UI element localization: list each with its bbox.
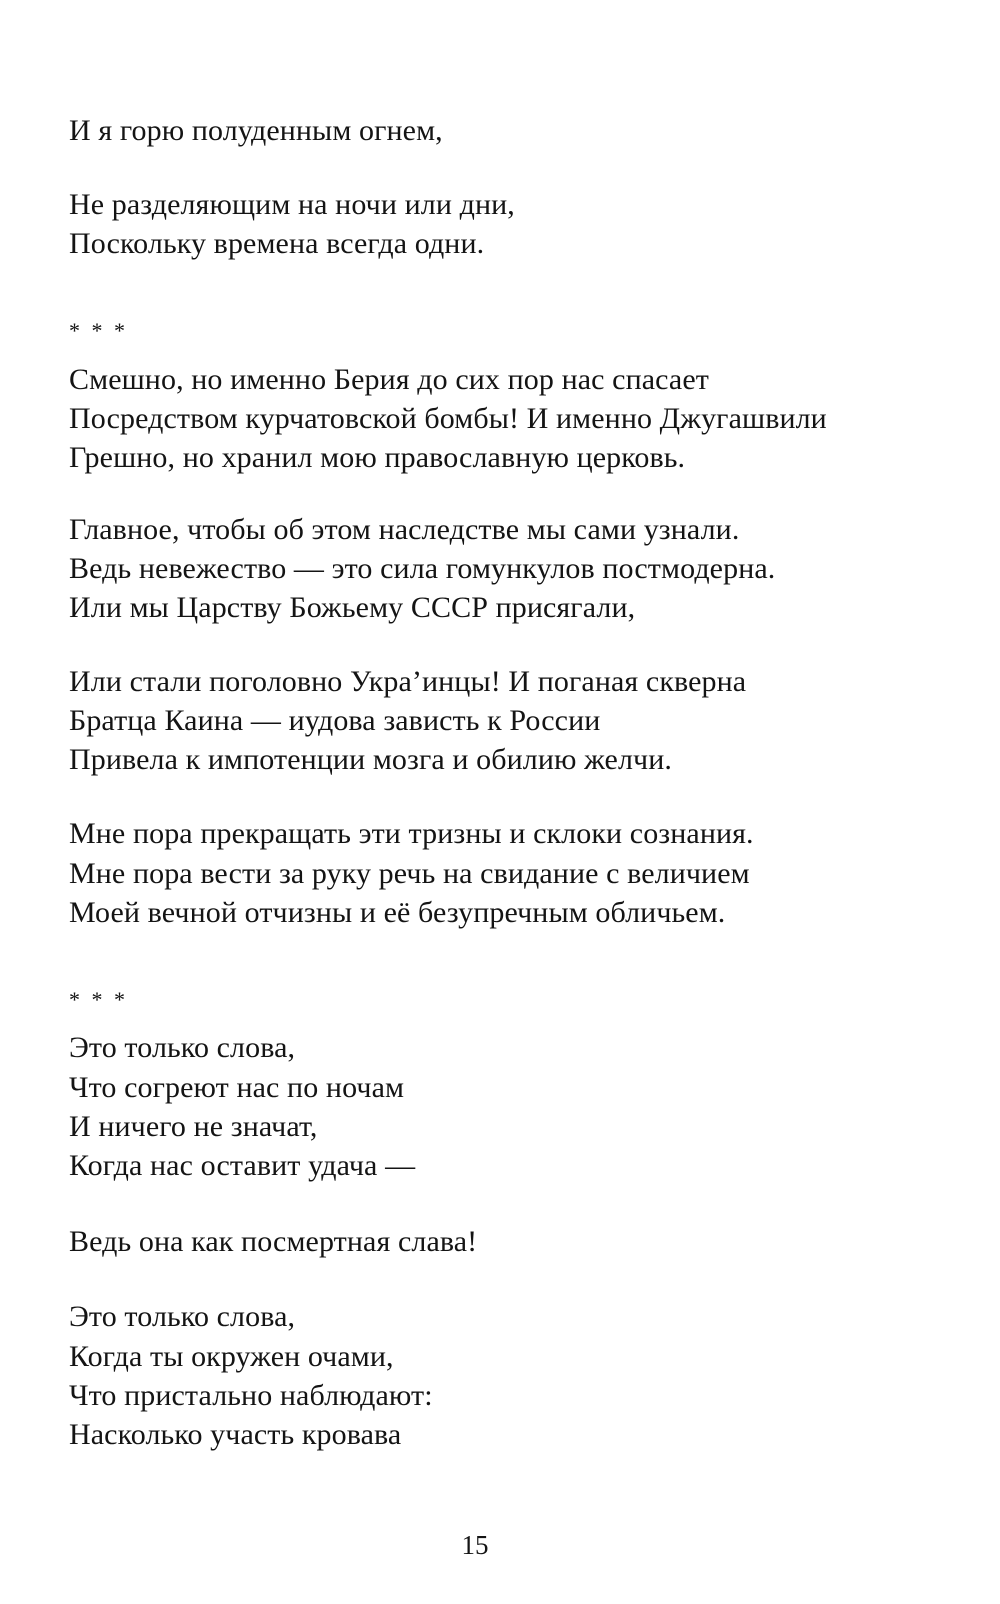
poem-line: Братца Каина — иудова зависть к России [69,704,601,737]
poem-line: Когда нас оставит удача — [69,1149,416,1182]
poem-line: Мне пора прекращать эти тризны и склоки сознания. [69,817,754,850]
poem-line: Когда ты окружен очами, [69,1340,394,1373]
poem-line: Мне пора вести за руку речь на свидание с величием [69,857,750,890]
poem-line: Это только слова, [69,1300,296,1333]
poem-line: Ведь невежество — это сила гомункулов постмодерна. [69,552,776,585]
poem-line: Что согреют нас по ночам [69,1071,405,1104]
poem-line: Не разделяющим на ночи или дни, [69,188,515,221]
poem-line: Или стали поголовно Укра’инцы! И поганая скверна [69,665,747,698]
poem-line: Или мы Царству Божьему СССР присягали, [69,591,636,624]
poem-line: Смешно, но именно Берия до сих пор нас спасает [69,363,709,396]
poem-line: И ничего не значат, [69,1110,318,1143]
poem-line: Посредством курчатовской бомбы! И именно Джугашвили [69,402,827,435]
poem-line: Моей вечной отчизны и её безупречным обличьем. [69,896,726,929]
poem-line: Поскольку времена всегда одни. [69,227,485,260]
poem-line: Грешно, но хранил мою православную церковь. [69,441,686,474]
page-number: 15 [461,1530,489,1560]
poem-line: Главное, чтобы об этом наследстве мы сами узнали. [69,513,740,546]
poem-line: Ведь она как посмертная слава! [69,1225,478,1258]
poem-line: Это только слова, [69,1031,296,1064]
poem-line: Привела к импотенции мозга и обилию желчи. [69,743,672,776]
poem-line: Что пристально наблюдают: [69,1379,433,1412]
poem-line: И я горю полуденным огнем, [69,114,443,147]
section-separator: * * * [69,987,128,1012]
section-separator: * * * [69,318,128,343]
poem-line: Насколько участь кровава [69,1418,402,1451]
